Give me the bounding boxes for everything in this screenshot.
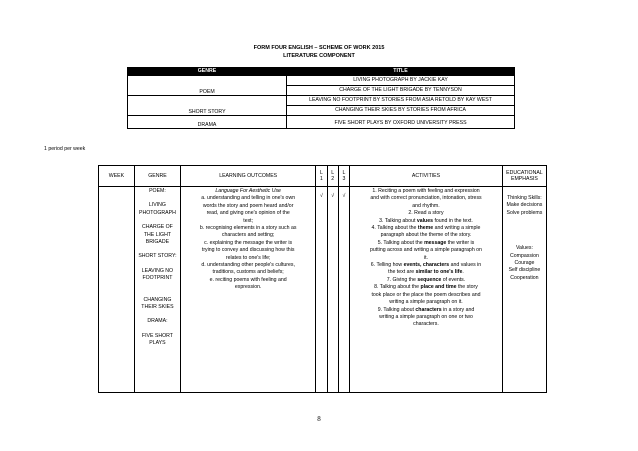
activity-line: it. [423, 254, 428, 261]
genre-line: BRIGADE [145, 239, 170, 246]
outcome-line: d. understanding other people's cultures, [201, 262, 295, 269]
activity-line: 3. Talking about values found in the text. [379, 217, 473, 224]
emphasis-line: Courage [514, 260, 535, 267]
outcome-line: a. understanding and telling in one's own [201, 195, 296, 202]
activity-keyword: values [416, 217, 433, 224]
document-subtitle: LITERATURE COMPONENT [283, 53, 355, 59]
title-line: CHANGING THEIR SKIES BY STORIES FROM AFRICA [287, 105, 514, 115]
week-cell [99, 187, 135, 393]
l1-header-number: 1 [320, 176, 323, 182]
genre-line: FOOTPRINT [142, 275, 173, 282]
title-cell [287, 76, 515, 96]
outcome-line: e. reciting poems with feeling and [209, 276, 287, 283]
genre-header: GENRE [128, 68, 287, 76]
genre-line [135, 246, 180, 253]
emphasis-line: Make decisions [506, 202, 543, 209]
genre-line: DRAMA: [147, 318, 168, 325]
educational-emphasis-cell [502, 187, 546, 393]
activity-line: and with correct pronunciation, intonation, stress [370, 195, 482, 202]
genre-list-cell [134, 187, 180, 393]
table-row [99, 187, 547, 393]
activity-line: the text are similar to one's life. [388, 269, 464, 276]
genre-line [135, 217, 180, 224]
activity-line: 4. Talking about the theme and writing a simple [371, 225, 481, 232]
page-number: 8 [317, 415, 321, 423]
genre-line [135, 311, 180, 318]
period-note: 1 period per week [44, 146, 86, 152]
document-title: FORM FOUR ENGLISH – SCHEME OF WORK 2015 [253, 45, 385, 51]
activity-line: putting across and writing a simple paragraph on [370, 247, 482, 254]
learning-outcomes-header: LEARNING OUTCOMES [181, 166, 316, 187]
activity-line: paragraph about the theme of the story. [380, 232, 472, 239]
outcome-line: trying to convey and discussing how this [201, 247, 295, 254]
table-header-row [99, 166, 547, 187]
activities-cell [350, 187, 503, 393]
l3-header [338, 166, 349, 187]
genre-line: FIVE SHORT [141, 332, 173, 339]
l1-tick: √ [316, 187, 327, 393]
genre-line: POEM: [149, 188, 166, 194]
genre-line: LIVING [148, 202, 166, 209]
genre-row [128, 116, 515, 129]
scheme-of-work-table [98, 165, 547, 393]
genre-row [128, 96, 515, 116]
genre-line: CHARGE OF [142, 224, 173, 231]
activity-line: 5. Talking about the message the writer is [377, 239, 475, 246]
l3-header-number: 3 [342, 176, 346, 182]
emphasis-line: Self discipline [508, 267, 541, 274]
activity-line: 6. Telling how events, characters and values in [370, 262, 482, 269]
activity-keyword: events, characters [403, 262, 450, 269]
emphasis-line: Solve problems [506, 209, 543, 216]
activity-line: 1. Reciting a poem with feeling and expression [372, 188, 480, 194]
emphasis-line: Values: [515, 245, 533, 252]
genre-line: CHANGING [143, 296, 172, 303]
activity-keyword: similar to one's life [415, 269, 463, 276]
genre-cell: DRAMA [128, 116, 287, 129]
emphasis-line: Compassion [510, 252, 539, 259]
title-header: TITLE [287, 68, 515, 76]
activity-line: 7. Giving the sequence of events. [386, 276, 466, 283]
genre-line: SHORT STORY: [138, 253, 177, 260]
educational-emphasis-header [502, 166, 546, 187]
activity-line: 9. Talking about characters in a story and [377, 306, 475, 313]
genre-line: PLAYS [149, 340, 166, 347]
title-cell [287, 116, 515, 129]
outcomes-heading: Language For Aesthetic Use [215, 188, 281, 194]
activities-header: ACTIVITIES [350, 166, 503, 187]
title-line: LEAVING NO FOOTPRINT BY STORIES FROM ASIA RETOLD BY KAY WEST [309, 97, 492, 103]
activity-keyword: sequence [417, 276, 442, 283]
l3-tick: √ [338, 187, 349, 393]
genre-title-table [127, 67, 515, 129]
outcome-line: relates to one's life; [225, 254, 271, 261]
emphasis-line [503, 231, 546, 245]
genre-column-header: GENRE [134, 166, 180, 187]
genre-line [135, 195, 180, 202]
activity-line: writing a simple paragraph on it. [389, 299, 463, 306]
week-header: WEEK [99, 166, 135, 187]
title-cell [287, 96, 515, 116]
emphasis-line: Thinking Skills: [507, 195, 542, 201]
l1-header-letter: L [320, 170, 323, 176]
genre-cell: SHORT STORY [128, 96, 287, 116]
emphasis-header-line: EDUCATIONAL [506, 170, 543, 176]
l3-header-letter: L [342, 170, 346, 176]
outcome-line: b. recognising elements in a story such as [199, 225, 297, 232]
genre-line: LEAVING NO [141, 267, 174, 274]
activity-line: characters. [413, 321, 439, 328]
outcome-line: c. explaining the message the writer is [204, 239, 293, 246]
activity-line: writing a simple paragraph on one or two [379, 313, 473, 320]
outcome-line: text; [243, 217, 254, 224]
genre-cell: POEM [128, 76, 287, 96]
activity-line: and rhythm. [412, 202, 440, 209]
genre-line [135, 290, 180, 297]
outcome-line: traditions, customs and beliefs; [212, 269, 284, 276]
activity-keyword: message [424, 239, 447, 246]
l2-header [327, 166, 338, 187]
activity-keyword: theme [417, 225, 434, 232]
activity-keyword: characters [415, 306, 442, 313]
activity-line: took place or the place the poem describes and [371, 291, 481, 298]
l1-header [316, 166, 327, 187]
outcome-line: read, and giving one's opinion of the [206, 210, 290, 217]
genre-line: THEIR SKIES [141, 304, 174, 311]
genre-line [135, 261, 180, 268]
outcome-line: words the story and poem heard and/or [202, 202, 294, 209]
genre-line [135, 326, 180, 333]
title-line: CHARGE OF THE LIGHT BRIGADE BY TENNYSON [287, 85, 514, 95]
outcome-line: expression. [234, 284, 262, 291]
activity-line: 8. Talking about the place and time the story [374, 284, 478, 291]
activity-keyword: place and time [420, 284, 457, 291]
emphasis-line: Cooperation [510, 274, 539, 281]
l2-header-letter: L [331, 170, 335, 176]
learning-outcomes-cell [181, 187, 316, 393]
l2-tick: √ [327, 187, 338, 393]
genre-line [135, 283, 180, 290]
emphasis-line [503, 217, 546, 231]
genre-line: PHOTOGRAPH [139, 209, 176, 216]
title-line: FIVE SHORT PLAYS BY OXFORD UNIVERSITY PRESS [334, 120, 467, 126]
activity-line: 2. Read a story [408, 210, 444, 217]
title-line: LIVING PHOTOGRAPH BY JACKIE KAY [353, 77, 448, 83]
genre-row [128, 76, 515, 96]
emphasis-header-line: EMPHASIS [511, 176, 538, 182]
outcome-line: characters and setting; [221, 232, 275, 239]
genre-line: THE LIGHT [143, 231, 171, 238]
l2-header-number: 2 [331, 176, 335, 182]
outcomes-list [183, 195, 313, 291]
